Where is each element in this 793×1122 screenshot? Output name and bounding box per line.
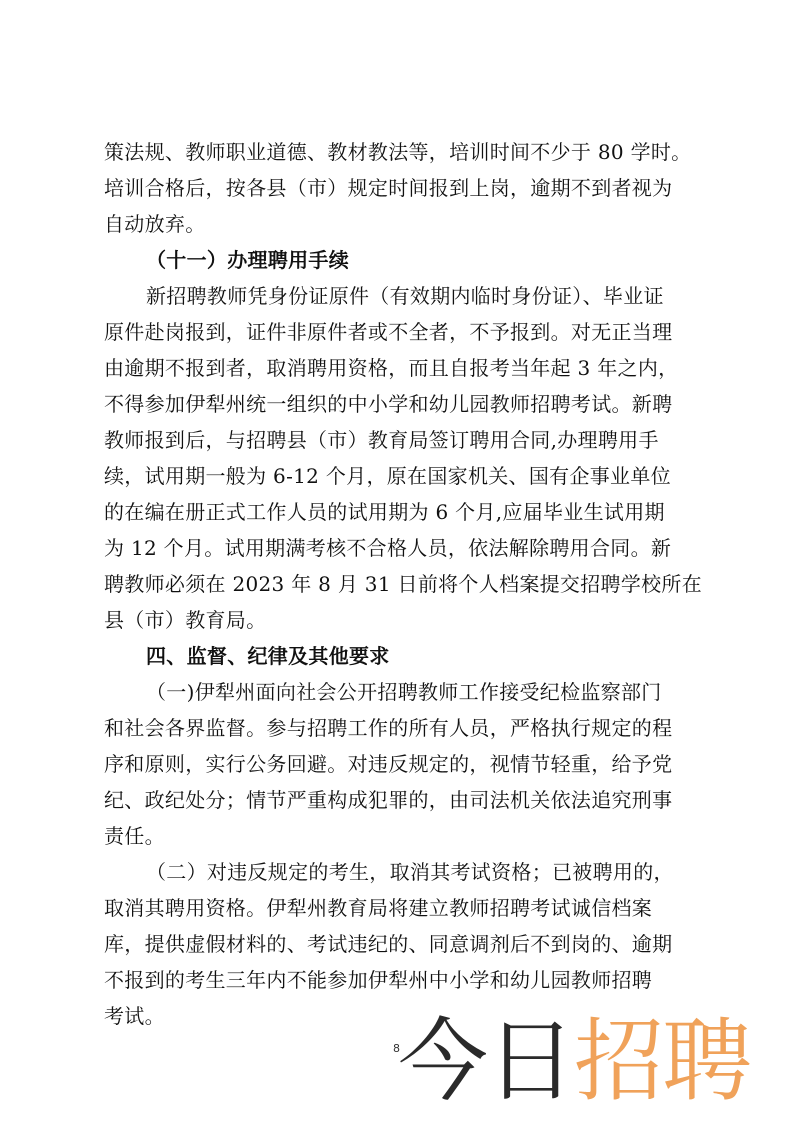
text-line: （一)伊犁州面向社会公开招聘教师工作接受纪检监察部门	[146, 680, 662, 704]
text-line: 序和原则，实行公务回避。对违反规定的，视情节轻重，给予党	[104, 752, 673, 776]
text-line: （二）对违反规定的考生，取消其考试资格；已被聘用的，	[146, 860, 674, 884]
text-line: 策法规、教师职业道德、教材教法等，培训时间不少于 80 学时。	[104, 140, 692, 164]
watermark-part1: 今日	[398, 1009, 574, 1114]
text-line: 培训合格后，按各县（市）规定时间报到上岗，逾期不到者视为	[104, 176, 673, 200]
text-line: 新招聘教师凭身份证原件（有效期内临时身份证）、毕业证	[146, 284, 664, 308]
watermark-logo	[398, 1009, 750, 1114]
text-line: 为 12 个月。试用期满考核不合格人员，依法解除聘用合同。新	[104, 536, 672, 560]
text-line: 原件赴岗报到，证件非原件者或不全者，不予报到。对无正当理	[104, 320, 673, 344]
text-line: 聘教师必须在 2023 年 8 月 31 日前将个人档案提交招聘学校所在	[104, 572, 703, 596]
text-line: 的在编在册正式工作人员的试用期为 6 个月,应届毕业生试用期	[104, 500, 665, 524]
text-line: 纪、政纪处分；情节严重构成犯罪的，由司法机关依法追究刑事	[104, 788, 673, 812]
watermark-part2: 招聘	[574, 1009, 750, 1114]
text-line: 库，提供虚假材料的、考试违纪的、同意调剂后不到岗的、逾期	[104, 932, 673, 956]
text-line: 续，试用期一般为 6-12 个月，原在国家机关、国有企事业单位	[104, 464, 671, 488]
text-line: 由逾期不报到者，取消聘用资格，而且自报考当年起 3 年之内，	[104, 356, 679, 380]
text-line: 取消其聘用资格。伊犁州教育局将建立教师招聘考试诚信档案	[104, 896, 653, 920]
text-line: 考试。	[104, 1004, 165, 1028]
text-line: 和社会各界监督。参与招聘工作的所有人员，严格执行规定的程	[104, 716, 673, 740]
text-line: 县（市）教育局。	[104, 608, 267, 632]
page-number: 8	[393, 1042, 400, 1055]
text-line: 责任。	[104, 824, 165, 848]
text-line: 教师报到后，与招聘县（市）教育局签订聘用合同,办理聘用手	[104, 428, 659, 452]
text-line: 不报到的考生三年内不能参加伊犁州中小学和幼儿园教师招聘	[104, 968, 653, 992]
section-heading: （十一）办理聘用手续	[146, 248, 349, 272]
text-line: 不得参加伊犁州统一组织的中小学和幼儿园教师招聘考试。新聘	[104, 392, 673, 416]
section-heading: 四、监督、纪律及其他要求	[146, 644, 390, 668]
text-line: 自动放弃。	[104, 212, 206, 236]
